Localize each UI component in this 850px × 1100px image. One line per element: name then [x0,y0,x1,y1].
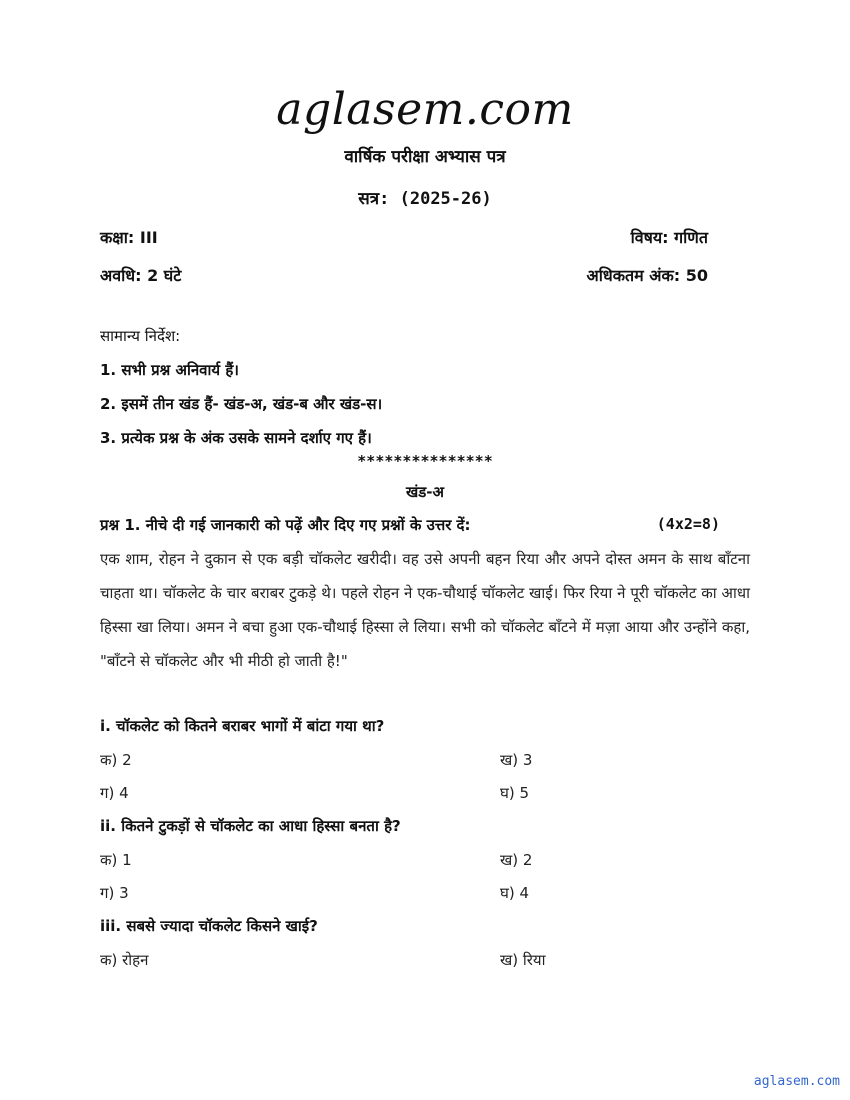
instruction-item: 2. इसमें तीन खंड हैं- खंड-अ, खंड-ब और खंड-स। [100,395,383,413]
option-a: क) 2 [100,751,132,769]
option-b: ख) रिया [500,951,546,969]
session-text: सत्र: (2025-26) [358,189,492,209]
session-label [0,186,850,209]
footer-watermark: aglasem.com [753,1074,840,1089]
option-c: ग) 4 [100,784,129,802]
subject-label: विषय: गणित [630,228,708,247]
option-c: ग) 3 [100,884,129,902]
class-subject-row [100,226,708,248]
sub-question-2: ii. कितने टुकड़ों से चॉकलेट का आधा हिस्सा बनता है? [100,817,401,835]
instructions-heading: सामान्य निर्देश: [100,327,181,345]
option-a: क) रोहन [100,951,149,969]
instruction-item: 3. प्रत्येक प्रश्न के अंक उसके सामने दर्शाए गए हैं। [100,429,372,447]
paper-title: वार्षिक परीक्षा अभ्यास पत्र [344,147,506,167]
section-title: खंड-अ [406,483,444,501]
max-marks-label: अधिकतम अंक: 50 [586,266,708,285]
question-1 [100,515,720,535]
instruction-item: 1. सभी प्रश्न अनिवार्य हैं। [100,361,239,379]
question-1-text: प्रश्न 1. नीचे दी गई जानकारी को पढ़ें और दिए गए प्रश्नों के उत्तर दें: [100,516,471,534]
option-b: ख) 2 [500,851,533,869]
question-1-marks: (4x2=8) [656,515,720,533]
question-passage: एक शाम, रोहन ने दुकान से एक बड़ी चॉकलेट खरीदी। वह उसे अपनी बहन रिया और अपने दोस्त अमन के साथ बाँटना चाहता था। चॉकलेट के चार बराबर टुकड़े थे। पहले रोहन ने एक-चौथाई चॉकलेट खाई। फिर रिया ने पूरी चॉकलेट का आधा हिस्सा खा लिया। अमन ने बचा हुआ एक-चौथाई हिस्सा ले लिया। सभी को चॉकलेट बाँटने में मज़ा आया और उन्होंने कहा, "बाँटने से चॉकलेट और भी मीठी हो जाती है!" [100,550,750,670]
duration-label: अवधि: 2 घंटे [100,266,182,285]
option-d: घ) 4 [500,884,530,902]
option-a: क) 1 [100,851,132,869]
option-b: ख) 3 [500,751,533,769]
class-label: कक्षा: III [100,228,158,247]
sub-question-1: i. चॉकलेट को कितने बराबर भागों में बांटा गया था? [100,717,385,735]
sub-question-3: iii. सबसे ज्यादा चॉकलेट किसने खाई? [100,917,318,935]
divider-stars: *************** [357,452,493,470]
aglasem-logo: aglasem.com [276,84,574,135]
option-d: घ) 5 [500,784,530,802]
duration-marks-row [100,264,708,286]
